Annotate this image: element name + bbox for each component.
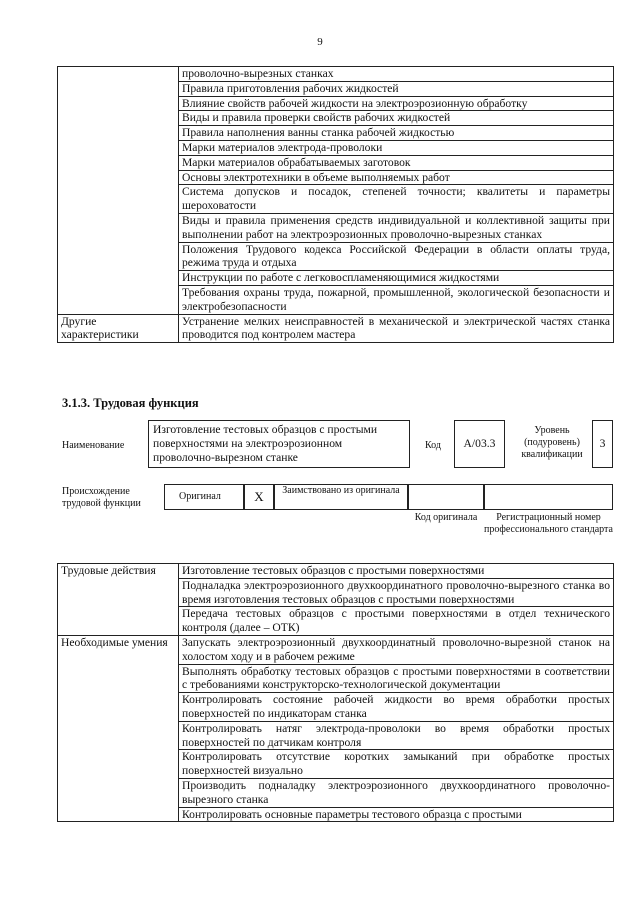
code-original-label: Код оригинала [414,512,478,523]
code-box [454,420,505,468]
level-box [592,420,613,468]
original-label: Оригинал [179,491,221,502]
table-row [58,564,614,579]
original-box [164,484,244,510]
skill-item: Запускать электроэрозионный двухкоординатный проволочно-вырезной станок на холостом ходу и в рабочем режиме [179,635,614,664]
row-label [58,67,179,315]
original-mark: X [254,489,264,504]
reg-number-box [484,484,613,510]
level-label: Уровень (подуровень) квалификации [521,425,583,460]
reg-number-label: Регистрационный номер профессионального стандарта [484,512,613,535]
knowledge-item: Правила наполнения ванны станка рабочей жидкостью [179,126,614,141]
labor-action-item: Подналадка электроэрозионного двухкоординатного проволочно-вырезного станка во время изготовления тестовых образцов с простыми поверхностями [179,578,614,607]
table-row [58,314,614,343]
function-name-box [148,420,410,468]
skills-label: Необходимые умения [58,635,179,821]
knowledge-item: проволочно-вырезных станках [179,67,614,82]
skill-item: Выполнять обработку тестовых образцов с простыми поверхностями в соответствии с требованиями конструкторско-технологической документации [179,664,614,693]
name-label: Наименование [62,440,125,451]
other-characteristics-label: Другие характеристики [58,314,179,343]
page-number: 9 [317,36,323,48]
code-value: A/03.3 [463,437,496,450]
skill-item: Контролировать натяг электрода-проволоки во время обработки простых поверхностей по датчикам контроля [179,721,614,750]
knowledge-item: Инструкции по работе с легковоспламеняющимися жидкостями [179,271,614,286]
original-mark-box [244,484,274,510]
function-name-value: Изготовление тестовых образцов с простыми поверхностями на электроэрозионном проволочно-вырезном станке [153,423,378,464]
skill-item: Контролировать основные параметры тестового образца с простыми [179,807,614,822]
borrowed-label: Заимствовано из оригинала [282,485,400,496]
knowledge-item: Основы электротехники в объеме выполняемых работ [179,170,614,185]
labor-action-item: Передача тестовых образцов с простыми поверхностями в отдел технического контроля (далее – ОТК) [179,607,614,636]
labor-actions-label: Трудовые действия [58,564,179,636]
knowledge-item: Влияние свойств рабочей жидкости на электроэрозионную обработку [179,96,614,111]
skill-item: Контролировать состояние рабочей жидкости во время обработки простых поверхностей по индикаторам станка [179,693,614,722]
code-original-box [408,484,484,510]
knowledge-item: Марки материалов обрабатываемых заготовок [179,155,614,170]
skill-item: Производить подналадку электроэрозионного двухкоординатного проволочно-вырезного станка [179,778,614,807]
knowledge-item: Виды и правила проверки свойств рабочих жидкостей [179,111,614,126]
level-value: 3 [599,437,606,450]
table-row [58,635,614,664]
actions-table [57,563,614,822]
table-row [58,67,614,82]
knowledge-table [57,66,614,343]
section-title: 3.1.3. Трудовая функция [62,396,199,410]
knowledge-item: Требования охраны труда, пожарной, промышленной, экологической безопасности и электробезопасности [179,285,614,314]
knowledge-item: Положения Трудового кодекса Российской Федерации в области оплаты труда, режима труда и отдыха [179,242,614,271]
skill-item: Контролировать отсутствие коротких замыканий при обработке простых поверхностей визуально [179,750,614,779]
code-label: Код [425,440,441,451]
knowledge-item: Виды и правила применения средств индивидуальной и коллективной защиты при выполнении работ на электроэрозионных проволочно-вырезных станках [179,213,614,242]
labor-action-item: Изготовление тестовых образцов с простыми поверхностями [179,564,614,579]
knowledge-item: Марки материалов электрода-проволоки [179,140,614,155]
origin-label: Происхождение трудовой функции [62,486,141,509]
other-characteristics-text: Устранение мелких неисправностей в механической и электрической частях станка проводится под контролем мастера [179,314,614,343]
knowledge-item: Система допусков и посадок, степеней точности; квалитеты и параметры шероховатости [179,185,614,214]
borrowed-box [274,484,408,510]
knowledge-item: Правила приготовления рабочих жидкостей [179,81,614,96]
